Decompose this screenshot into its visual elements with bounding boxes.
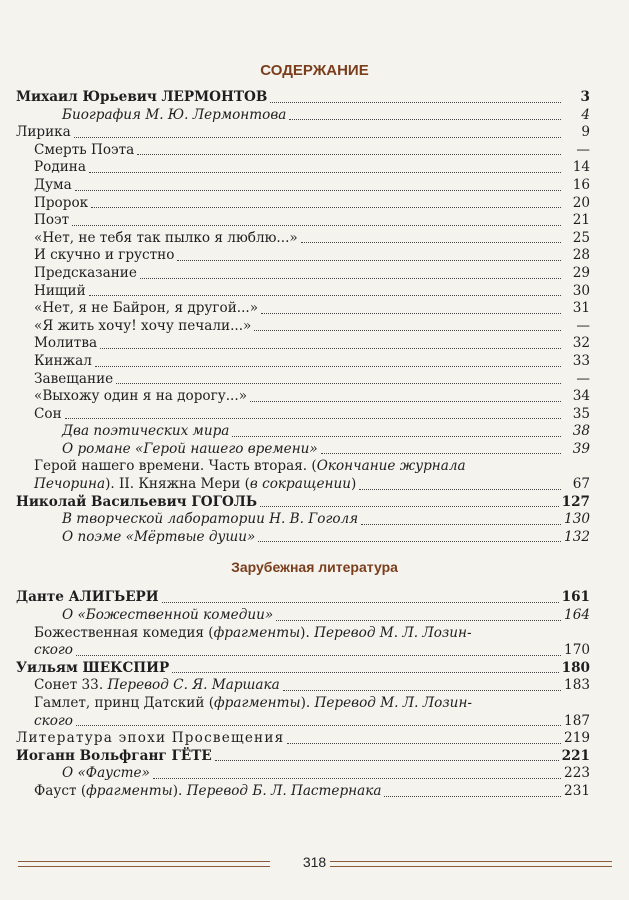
toc-page-number: 9 (581, 124, 590, 141)
toc-entry[interactable] (16, 677, 590, 695)
toc-page-number: 28 (572, 247, 590, 264)
toc-title: Пророк (34, 194, 89, 211)
toc-page-number: 132 (564, 528, 590, 545)
toc-title: Смерть Поэта (34, 141, 135, 158)
toc-page-number: 219 (564, 730, 590, 747)
toc-page-number: — (576, 370, 590, 387)
toc-page-number: 187 (564, 712, 590, 729)
toc-entry[interactable] (16, 335, 590, 353)
toc-page-number: 164 (564, 607, 590, 624)
toc-page-number: 127 (561, 493, 590, 510)
toc-page-number: 32 (572, 335, 590, 352)
toc-title-part: ). (300, 624, 315, 641)
toc-title-part: фрагменты (213, 624, 301, 641)
toc-page-number: 180 (561, 659, 590, 676)
toc-title-part: ). (172, 782, 187, 799)
toc-entry[interactable] (16, 406, 590, 424)
toc-page-number: 39 (572, 440, 590, 457)
toc-entry[interactable] (16, 511, 590, 529)
toc-entry[interactable] (16, 265, 590, 283)
toc-page-number: 16 (572, 176, 590, 193)
toc-title-part: Перевод М. Л. Лозин- (314, 624, 472, 641)
toc-title-part: Божественная комедия ( (34, 624, 214, 641)
toc-page-number: 67 (572, 476, 590, 493)
table-of-contents (16, 89, 590, 801)
toc-title-part: ). (300, 695, 315, 711)
page-footer (0, 852, 629, 876)
toc-page-number: 183 (564, 677, 590, 694)
toc-entry-enlightenment[interactable] (16, 730, 590, 748)
page-title: СОДЕРЖАНИЕ (260, 62, 369, 79)
toc-title: «Нет, не тебя так пылко я люблю...» (34, 229, 298, 246)
toc-title-part: Сонет 33. (34, 677, 108, 694)
toc-page-number: — (576, 141, 590, 158)
toc-title-part: ). II. Княжна Мери ( (105, 476, 250, 493)
toc-entry[interactable] (16, 607, 590, 625)
toc-entry[interactable] (16, 423, 590, 441)
toc-title-part: Окончание журнала (316, 458, 466, 475)
toc-title: Сон (34, 405, 62, 422)
toc-entry[interactable] (16, 441, 590, 459)
toc-title: Иоганн Вольфганг ГЁТЕ (16, 747, 212, 764)
toc-entry-multiline-end[interactable] (16, 713, 590, 731)
toc-entry-multiline-end[interactable] (16, 642, 590, 660)
toc-title-part: Фауст ( (34, 782, 87, 799)
toc-entry[interactable] (16, 195, 590, 213)
toc-page-number: 33 (572, 352, 590, 369)
toc-title: О «Фаусте» (62, 765, 150, 782)
toc-page-number: 221 (561, 747, 590, 764)
section-heading-wrap (16, 546, 590, 589)
toc-page-number: 25 (572, 229, 590, 246)
toc-page-number: 4 (581, 106, 590, 123)
toc-title-part: Перевод С. Я. Маршака (107, 677, 280, 694)
toc-entry[interactable] (16, 247, 590, 265)
toc-title: Литература эпохи Просвещения (16, 730, 285, 747)
page-number: 318 (302, 854, 327, 870)
toc-title: Дума (34, 176, 72, 193)
toc-title: В творческой лаборатории Н. В. Гоголя (62, 511, 359, 528)
toc-title: Родина (34, 159, 86, 176)
toc-title: О поэме «Мёртвые души» (62, 528, 256, 545)
toc-entry[interactable] (16, 212, 590, 230)
toc-title: Михаил Юрьевич ЛЕРМОНТОВ (16, 89, 268, 105)
toc-entry[interactable] (16, 107, 590, 125)
toc-title-part: Герой нашего времени. Часть вторая. ( (34, 458, 317, 475)
toc-entry[interactable] (16, 353, 590, 371)
toc-title: О романе «Герой нашего времени» (62, 440, 318, 457)
toc-title: Уильям ШЕКСПИР (16, 659, 170, 676)
toc-entry-multiline[interactable] (16, 625, 590, 643)
toc-page-number: 161 (561, 589, 590, 606)
toc-author-gogol[interactable] (16, 494, 590, 512)
toc-title-part: ) (350, 476, 357, 493)
toc-title: Предсказание (34, 264, 137, 281)
toc-page-number: 35 (572, 405, 590, 422)
toc-entry[interactable] (16, 300, 590, 318)
toc-title: «Выхожу один я на дорогу...» (34, 388, 248, 405)
toc-page-number: 231 (564, 782, 590, 799)
toc-title: Кинжал (34, 352, 92, 369)
toc-title: О «Божественной комедии» (62, 607, 274, 624)
toc-entry[interactable] (16, 529, 590, 547)
toc-title: Данте АЛИГЬЕРИ (16, 589, 159, 606)
toc-page-number: 34 (572, 388, 590, 405)
toc-title: Лирика (16, 124, 71, 141)
toc-title: «Я жить хочу! хочу печали...» (34, 317, 252, 334)
toc-entry[interactable] (16, 177, 590, 195)
toc-page-number: 29 (572, 264, 590, 281)
toc-title: ского (34, 642, 73, 659)
toc-entry[interactable] (16, 283, 590, 301)
toc-page-number: 30 (572, 282, 590, 299)
toc-title: И скучно и грустно (34, 247, 175, 264)
toc-title: Завещание (34, 370, 114, 387)
toc-entry-multiline[interactable] (16, 458, 590, 476)
toc-page-number: 14 (572, 159, 590, 176)
toc-entry[interactable] (16, 765, 590, 783)
toc-page-number: 21 (572, 212, 590, 229)
toc-page-number: 170 (564, 642, 590, 659)
toc-title: Молитва (34, 335, 98, 352)
toc-author-dante[interactable] (16, 589, 590, 607)
toc-title-part: Гамлет, принц Датский ( (34, 695, 214, 711)
toc-page-number: 3 (580, 89, 590, 105)
toc-entry[interactable] (16, 318, 590, 336)
toc-page-number: 20 (572, 194, 590, 211)
toc-entry-multiline[interactable] (16, 695, 590, 713)
toc-title: Биография М. Ю. Лермонтова (62, 106, 287, 123)
toc-page-number: 38 (572, 423, 590, 440)
toc-page-number: 223 (564, 765, 590, 782)
toc-title-part: Перевод Б. Л. Пастернака (186, 782, 382, 799)
toc-entry[interactable] (16, 371, 590, 389)
toc-title: ского (34, 712, 73, 729)
toc-title-part: фрагменты (86, 782, 173, 799)
toc-title: Нищий (34, 282, 86, 299)
toc-page-number: — (576, 317, 590, 334)
toc-author-goethe[interactable] (16, 748, 590, 766)
toc-entry-multiline-end[interactable] (16, 476, 590, 494)
toc-entry[interactable] (16, 783, 590, 801)
toc-entry[interactable] (16, 142, 590, 160)
toc-title: Два поэтических мира (62, 423, 230, 440)
toc-title: Поэт (34, 212, 70, 229)
toc-entry[interactable] (16, 230, 590, 248)
toc-author-lermontov[interactable] (16, 89, 590, 107)
toc-page-number: 130 (564, 511, 590, 528)
toc-title-part: фрагменты (214, 695, 301, 711)
toc-title-part: Перевод М. Л. Лозин- (314, 695, 472, 711)
toc-title: «Нет, я не Байрон, я другой...» (34, 300, 259, 317)
toc-title: Николай Васильевич ГОГОЛЬ (16, 493, 258, 510)
toc-entry-lyrics[interactable] (16, 124, 590, 142)
toc-entry[interactable] (16, 388, 590, 406)
section-heading-foreign: Зарубежная литература (231, 559, 398, 576)
toc-title-part: в сокращении (249, 476, 351, 493)
toc-page-number: 31 (572, 300, 590, 317)
toc-author-shakespeare[interactable] (16, 660, 590, 678)
toc-entry[interactable] (16, 159, 590, 177)
toc-title-part: Печорина (34, 476, 106, 493)
